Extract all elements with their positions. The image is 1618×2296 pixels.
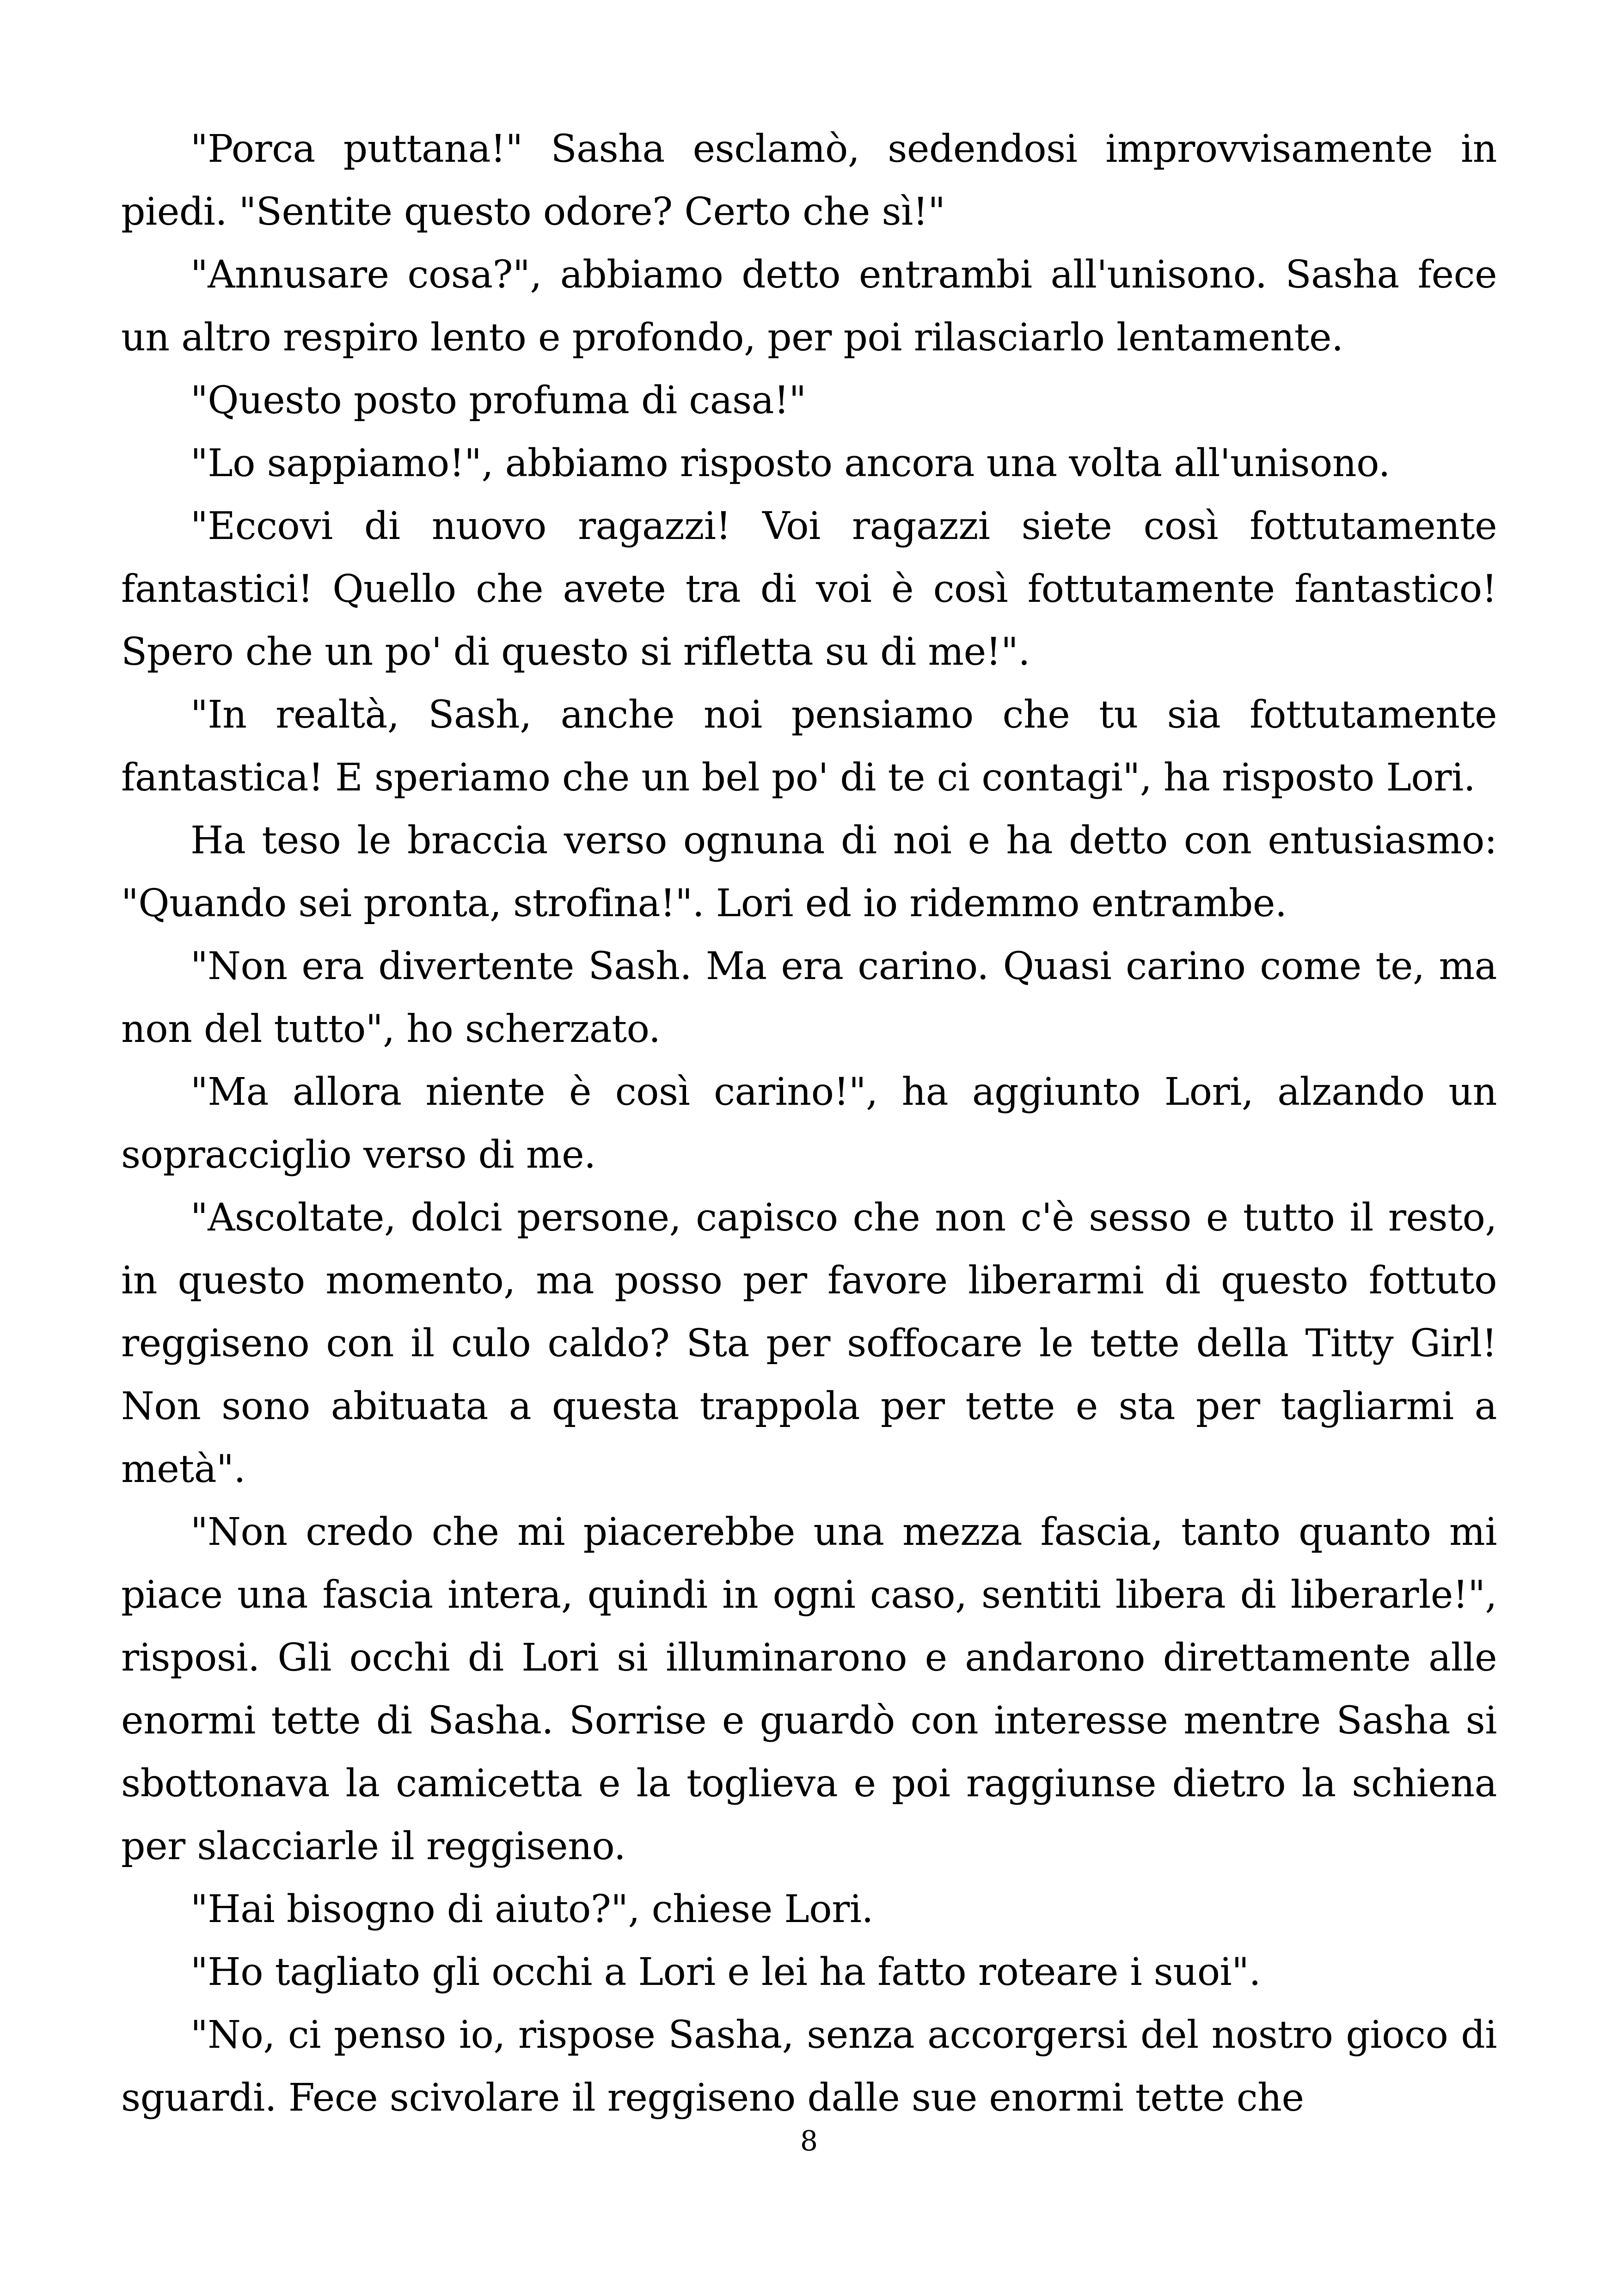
paragraph: Ha teso le braccia verso ognuna di noi e ha detto con entusiasmo: "Quando sei pronta, strofina!". Lori ed io ridemmo entrambe. [121,819,1497,925]
paragraph: "Ascoltate, dolci persone, capisco che non c'è sesso e tutto il resto, in questo momento, ma posso per favore liberarmi di questo fottuto reggiseno con il culo caldo? Sta per soffocare le tette della Titty Girl! Non sono abituata a questa trappola per tette e sta per tagliarmi a metà". [121,1196,1497,1491]
paragraph: "Porca puttana!" Sasha esclamò, sedendosi improvvisamente in piedi. "Sentite questo odore? Certo che sì!" [121,127,1497,234]
paragraph: "Eccovi di nuovo ragazzi! Voi ragazzi siete così fottutamente fantastici! Quello che avete tra di voi è così fottutamente fantastico! Spero che un po' di questo si rifletta su di me!". [121,504,1497,674]
page-number: 8 [800,2125,818,2157]
paragraph: "Ma allora niente è così carino!", ha aggiunto Lori, alzando un sopracciglio verso di me. [121,1070,1497,1177]
paragraph: "No, ci penso io, rispose Sasha, senza accorgersi del nostro gioco di sguardi. Fece scivolare il reggiseno dalle sue enormi tette che [121,2013,1497,2120]
document-page [121,118,1497,2180]
paragraph: "Questo posto profuma di casa!" [190,379,806,422]
paragraph: "Non credo che mi piacerebbe una mezza fascia, tanto quanto mi piace una fascia intera, quindi in ogni caso, sentiti libera di liberarle!", risposi. Gli occhi di Lori si illuminarono e andarono direttamente alle enormi tette di Sasha. Sorrise e guardò con interesse mentre Sasha si sbottonava la camicetta e la toglieva e poi raggiunse dietro la schiena per slacciarle il reggiseno. [121,1510,1497,1868]
paragraph: "In realtà, Sash, anche noi pensiamo che tu sia fottutamente fantastica! E speriamo che un bel po' di te ci contagi", ha risposto Lori. [121,693,1497,800]
paragraph: "Hai bisogno di aiuto?", chiese Lori. [190,1887,874,1931]
paragraph: "Lo sappiamo!", abbiamo risposto ancora una volta all'unisono. [190,441,1391,485]
paragraph: "Annusare cosa?", abbiamo detto entrambi all'unisono. Sasha fece un altro respiro lento e profondo, per poi rilasciarlo lentamente. [121,253,1497,360]
paragraph: "Non era divertente Sash. Ma era carino. Quasi carino come te, ma non del tutto", ho scherzato. [121,944,1497,1051]
paragraph: "Ho tagliato gli occhi a Lori e lei ha fatto roteare i suoi". [190,1950,1261,1994]
